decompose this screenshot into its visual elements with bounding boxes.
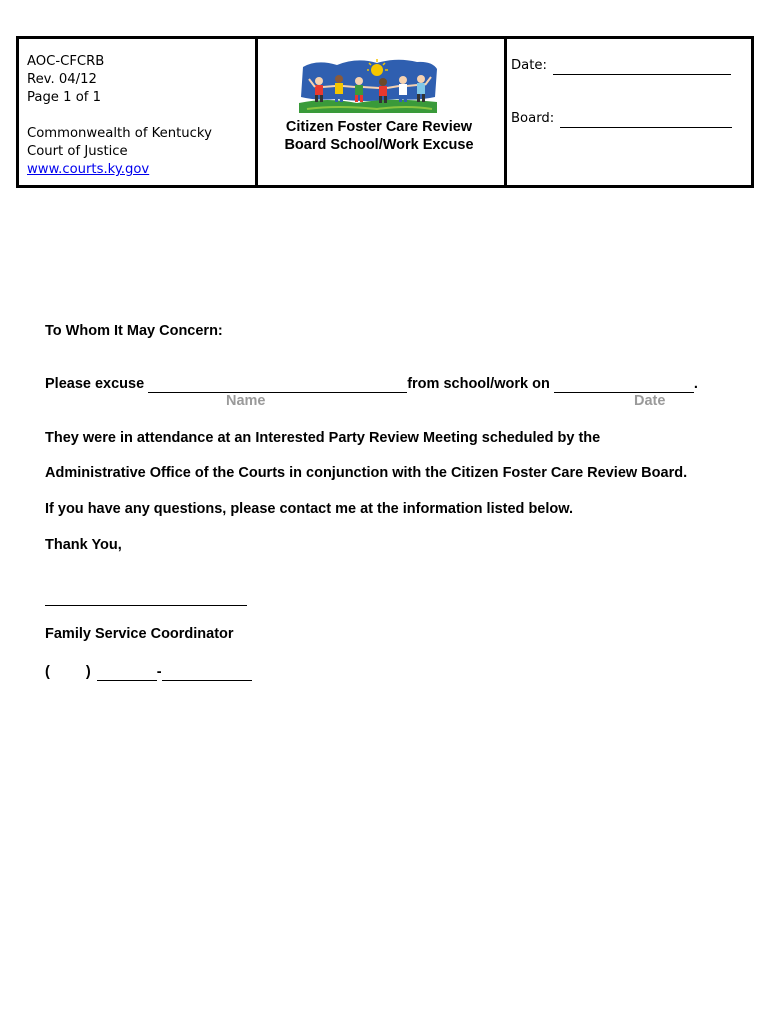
phone-prefix-input[interactable] bbox=[97, 666, 157, 681]
date-input-line[interactable] bbox=[553, 61, 731, 75]
excuse-line bbox=[45, 375, 698, 393]
signature-title: Family Service Coordinator bbox=[45, 626, 234, 642]
phone-dash: - bbox=[156, 664, 162, 680]
name-input-line[interactable] bbox=[148, 378, 407, 393]
date-field[interactable] bbox=[511, 57, 731, 75]
header-divider bbox=[255, 39, 258, 185]
website-link[interactable]: www.courts.ky.gov bbox=[27, 162, 150, 177]
board-field[interactable] bbox=[511, 110, 732, 128]
children-holding-hands-logo bbox=[297, 57, 439, 115]
closing: Thank You, bbox=[45, 537, 122, 553]
phone-close-paren: ) bbox=[85, 664, 91, 680]
form-title bbox=[256, 118, 502, 154]
excuse-prefix: Please excuse bbox=[45, 376, 149, 392]
board-input-line[interactable] bbox=[560, 114, 732, 128]
area-code-input[interactable] bbox=[50, 667, 86, 681]
phone-open-paren: ( bbox=[45, 664, 50, 680]
body-line-2: Administrative Office of the Courts in conjunction with the Citizen Foster Care Review Board. bbox=[45, 465, 688, 481]
form-info bbox=[27, 53, 212, 179]
page-number: Page 1 of 1 bbox=[27, 90, 101, 105]
org-name: Commonwealth of Kentucky bbox=[27, 126, 212, 141]
form-code: AOC-CFCRB bbox=[27, 54, 105, 69]
body-line-3: If you have any questions, please contact me at the information listed below. bbox=[45, 501, 574, 517]
title-line-1: Citizen Foster Care Review bbox=[285, 119, 473, 135]
title-line-2: Board School/Work Excuse bbox=[284, 137, 474, 153]
board-label: Board: bbox=[511, 111, 555, 126]
name-hint: Name bbox=[226, 393, 266, 409]
salutation: To Whom It May Concern: bbox=[45, 323, 223, 339]
date-label: Date: bbox=[511, 58, 547, 73]
org-subname: Court of Justice bbox=[27, 144, 128, 159]
date-hint: Date bbox=[634, 393, 666, 409]
date-input-line-body[interactable] bbox=[554, 378, 694, 393]
body-line-1: They were in attendance at an Interested Party Review Meeting scheduled by the bbox=[45, 430, 601, 446]
excuse-end: . bbox=[693, 376, 698, 392]
phone-line bbox=[45, 663, 252, 681]
excuse-middle: from school/work on bbox=[407, 376, 554, 392]
signature-line[interactable] bbox=[45, 605, 247, 606]
phone-number-input[interactable] bbox=[162, 666, 252, 681]
header-divider bbox=[504, 39, 507, 185]
form-revision: Rev. 04/12 bbox=[27, 72, 97, 87]
